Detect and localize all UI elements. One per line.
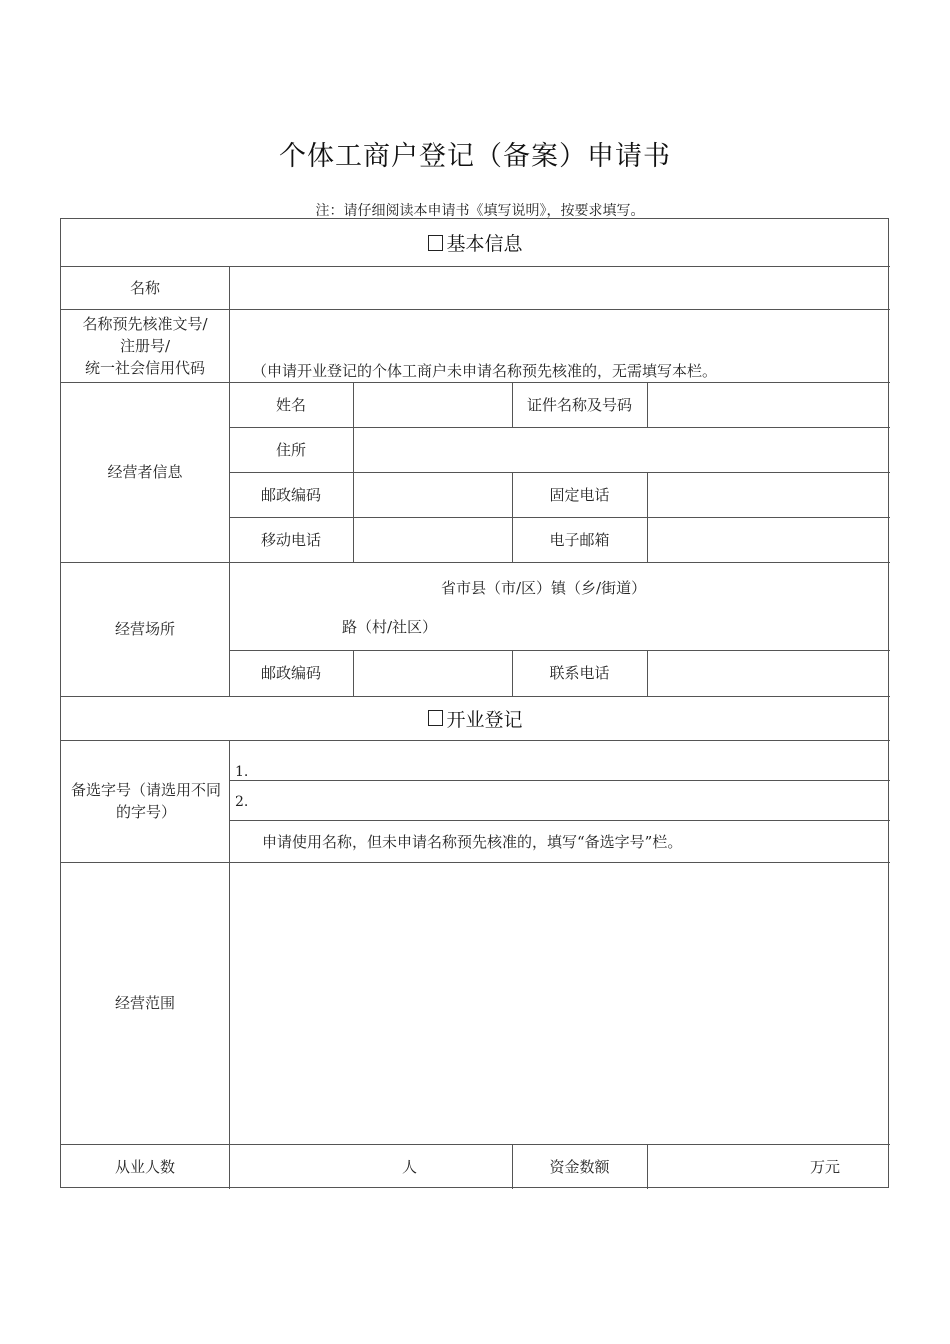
alt-name-2-number: 2. <box>235 794 249 810</box>
email-label: 电子邮箱 <box>549 530 610 549</box>
contact-phone-field[interactable] <box>648 651 889 696</box>
alt-names-hint-row <box>230 821 889 862</box>
reg-no-label: 名称预先核准文号/ 注册号/ 统一社会信用代码 <box>82 314 208 377</box>
person-name-label: 姓名 <box>275 395 306 414</box>
id-label: 证件名称及号码 <box>526 395 632 414</box>
alt-names-label: 备选字号（请选用不同的字号） <box>70 781 221 821</box>
address-field[interactable] <box>354 428 889 472</box>
landline-label: 固定电话 <box>549 485 610 504</box>
id-field[interactable] <box>648 383 889 427</box>
page-title: 个体工商户登记（备案）申请书 <box>279 141 671 172</box>
premises-line-1: 省市县（市/区）镇（乡/街道） <box>441 579 647 597</box>
business-scope-label: 经营范围 <box>114 994 175 1012</box>
operator-postcode-label: 邮政编码 <box>260 485 321 504</box>
name-field[interactable] <box>230 267 889 309</box>
instruction-note: 注：请仔细阅读本申请书《填写说明》，按要求填写。 <box>315 203 645 219</box>
name-label: 名称 <box>129 278 160 297</box>
address-label: 住所 <box>275 440 306 459</box>
operator-info-label: 经营者信息 <box>107 463 183 481</box>
premises-postcode-field[interactable] <box>354 651 511 696</box>
person-name-field[interactable] <box>354 383 511 427</box>
alt-name-1-field[interactable] <box>230 741 889 780</box>
alt-name-2-field[interactable] <box>230 781 889 820</box>
capital-field[interactable] <box>648 1145 889 1189</box>
section-opening-label: 开业登记 <box>446 708 523 731</box>
mobile-field[interactable] <box>354 518 511 562</box>
employees-field[interactable] <box>230 1145 512 1189</box>
employees-label: 从业人数 <box>114 1157 175 1176</box>
basic-info-checkbox[interactable] <box>428 235 443 251</box>
application-form <box>60 218 889 1188</box>
alt-names-hint: 申请使用名称，但未申请名称预先核准的，填写“备选字号”栏。 <box>262 833 683 851</box>
landline-field[interactable] <box>648 473 889 517</box>
capital-unit: 万元 <box>810 1158 841 1176</box>
employees-unit: 人 <box>402 1158 418 1176</box>
email-field[interactable] <box>648 518 889 562</box>
opening-checkbox[interactable] <box>428 710 443 726</box>
alt-name-1-number: 1. <box>235 764 249 780</box>
mobile-label: 移动电话 <box>260 530 321 549</box>
premises-address-field[interactable] <box>230 563 889 650</box>
section-basic-info <box>61 219 890 266</box>
business-scope-field[interactable] <box>230 863 889 1144</box>
capital-label: 资金数额 <box>549 1157 610 1176</box>
section-opening <box>61 696 890 740</box>
premises-label: 经营场所 <box>114 620 175 638</box>
section-basic-info-label: 基本信息 <box>446 233 523 255</box>
premises-line-2: 路（村/社区） <box>342 618 438 636</box>
reg-no-field[interactable] <box>230 310 889 382</box>
operator-postcode-field[interactable] <box>354 473 511 517</box>
reg-no-hint: （申请开业登记的个体工商户未申请名称预先核准的，无需填写本栏。 <box>252 362 718 380</box>
contact-phone-label: 联系电话 <box>549 664 610 682</box>
premises-postcode-label: 邮政编码 <box>260 664 321 682</box>
